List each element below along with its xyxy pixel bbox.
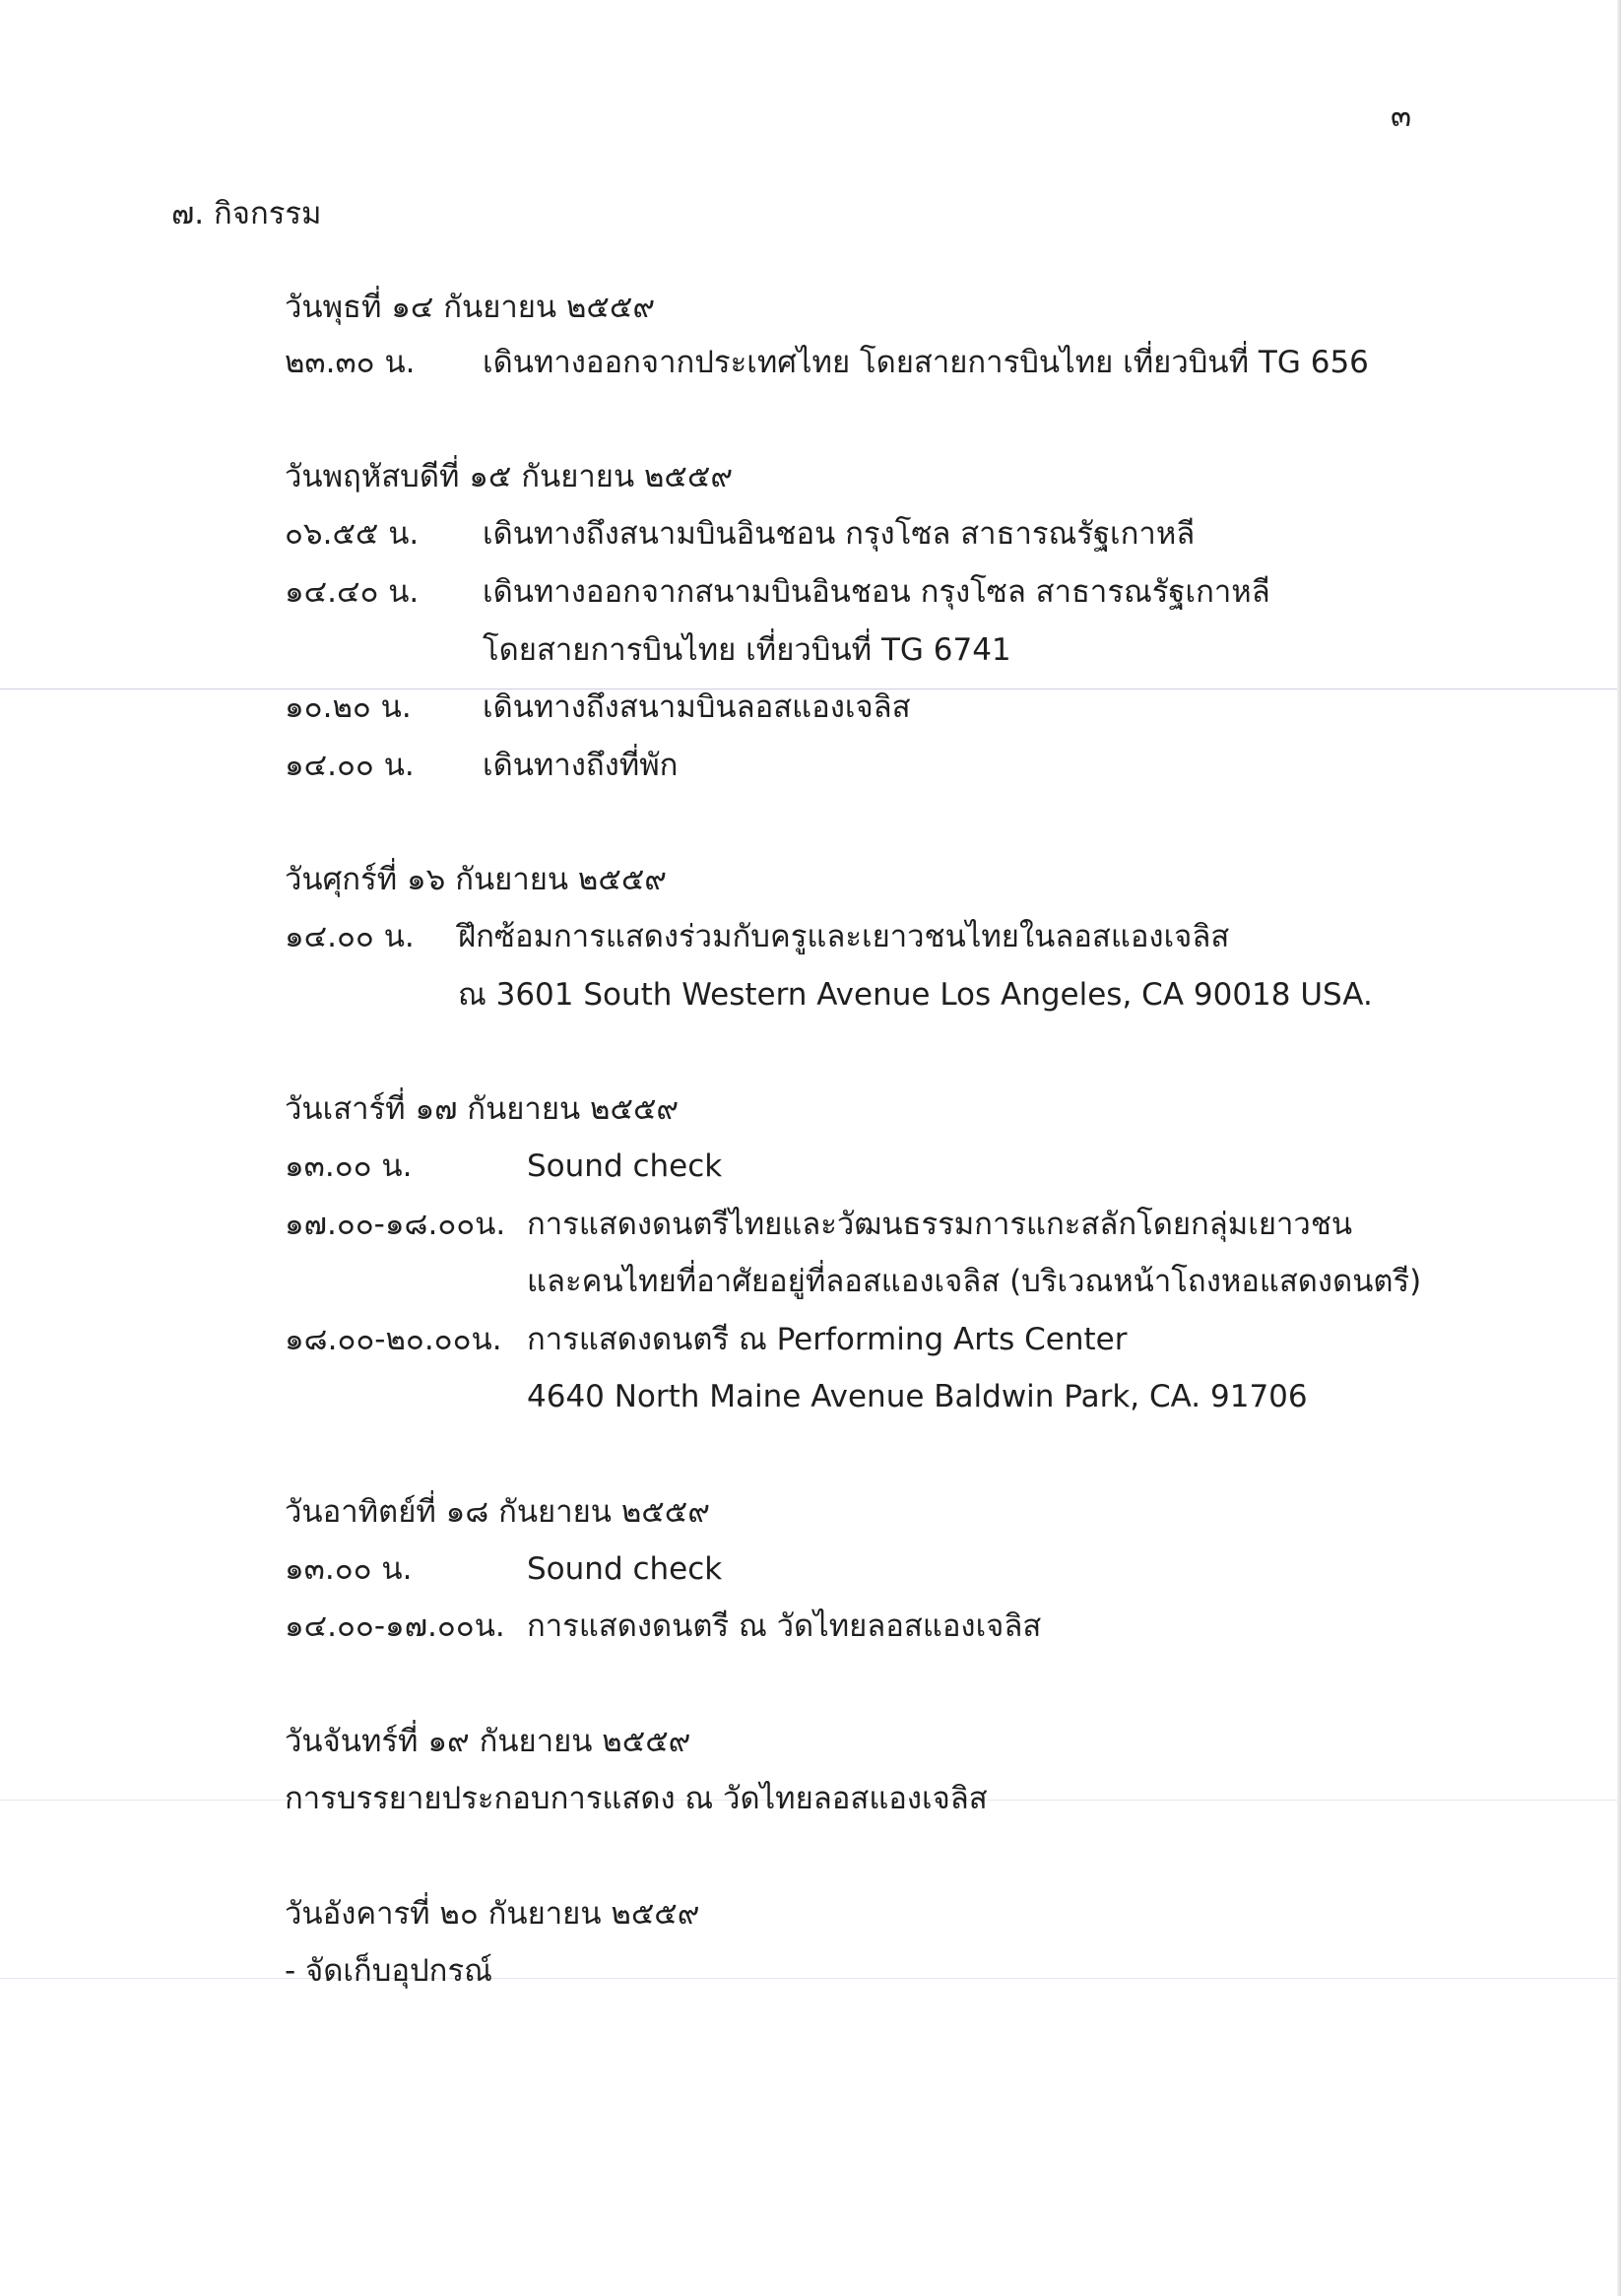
schedule-time: ๑๔.๔๐ น.	[285, 574, 420, 610]
schedule-description: Sound check	[527, 1148, 723, 1184]
schedule-description: เดินทางออกจากสนามบินอินชอน กรุงโซล สาธารณรัฐเกาหลี	[483, 574, 1270, 610]
schedule-description: เดินทางถึงสนามบินลอสแองเจลิส	[483, 689, 911, 725]
schedule-description: เดินทางถึงที่พัก	[483, 748, 679, 783]
day-heading: วันจันทร์ที่ ๑๙ กันยายน ๒๕๕๙	[285, 1724, 691, 1759]
schedule-description: เดินทางถึงสนามบินอินชอน กรุงโซล สาธารณรัฐเกาหลี	[483, 516, 1196, 552]
schedule-description: ฝึกซ้อมการแสดงร่วมกับครูและเยาวชนไทยในลอสแองเจลิส	[458, 919, 1230, 954]
day-heading: วันพุธที่ ๑๔ กันยายน ๒๕๕๙	[285, 290, 656, 325]
schedule-time: ๑๓.๐๐ น.	[285, 1148, 413, 1184]
schedule-time: ๒๓.๓๐ น.	[285, 345, 416, 380]
schedule-description: ณ 3601 South Western Avenue Los Angeles, CA 90018 USA.	[458, 977, 1373, 1013]
schedule-time: ๑๔.๐๐ น.	[285, 919, 415, 954]
scan-artifact-line	[0, 1978, 1621, 1979]
schedule-description: เดินทางออกจากประเทศไทย โดยสายการบินไทย เที่ยวบินที่ TG 656	[483, 345, 1369, 380]
schedule-time: ๑๓.๐๐ น.	[285, 1551, 413, 1587]
schedule-description: การแสดงดนตรีไทยและวัฒนธรรมการแกะสลักโดยกลุ่มเยาวชน	[527, 1207, 1353, 1242]
schedule-description: การแสดงดนตรี ณ Performing Arts Center	[527, 1322, 1128, 1357]
schedule-description: และคนไทยที่อาศัยอยู่ที่ลอสแองเจลิส (บริเวณหน้าโถงหอแสดงดนตรี)	[527, 1264, 1422, 1299]
section-heading: ๗. กิจกรรม	[171, 196, 322, 231]
day-heading: วันเสาร์ที่ ๑๗ กันยายน ๒๕๕๙	[285, 1091, 680, 1127]
schedule-description: - จัดเก็บอุปกรณ์	[285, 1953, 492, 1989]
schedule-time: ๑๗.๐๐-๑๘.๐๐น.	[285, 1207, 506, 1242]
day-heading: วันศุกร์ที่ ๑๖ กันยายน ๒๕๕๙	[285, 862, 667, 897]
schedule-time: ๐๖.๕๕ น.	[285, 516, 420, 552]
schedule-description: การบรรยายประกอบการแสดง ณ วัดไทยลอสแองเจลิส	[285, 1781, 988, 1816]
schedule-time: ๑๔.๐๐ น.	[285, 748, 415, 783]
schedule-time: ๑๐.๒๐ น.	[285, 689, 412, 725]
page-edge-shadow	[1617, 0, 1621, 2296]
schedule-time: ๑๔.๐๐-๑๗.๐๐น.	[285, 1608, 505, 1644]
page-number: ๓	[1391, 98, 1412, 134]
day-heading: วันอังคารที่ ๒๐ กันยายน ๒๕๕๙	[285, 1896, 700, 1932]
day-heading: วันพฤหัสบดีที่ ๑๕ กันยายน ๒๕๕๙	[285, 459, 734, 494]
schedule-description: 4640 North Maine Avenue Baldwin Park, CA. 91706	[527, 1379, 1308, 1414]
schedule-description: Sound check	[527, 1551, 723, 1587]
schedule-description: การแสดงดนตรี ณ วัดไทยลอสแองเจลิส	[527, 1608, 1042, 1644]
day-heading: วันอาทิตย์ที่ ๑๘ กันยายน ๒๕๕๙	[285, 1494, 710, 1530]
schedule-time: ๑๘.๐๐-๒๐.๐๐น.	[285, 1322, 502, 1357]
schedule-description: โดยสายการบินไทย เที่ยวบินที่ TG 6741	[483, 632, 1011, 668]
